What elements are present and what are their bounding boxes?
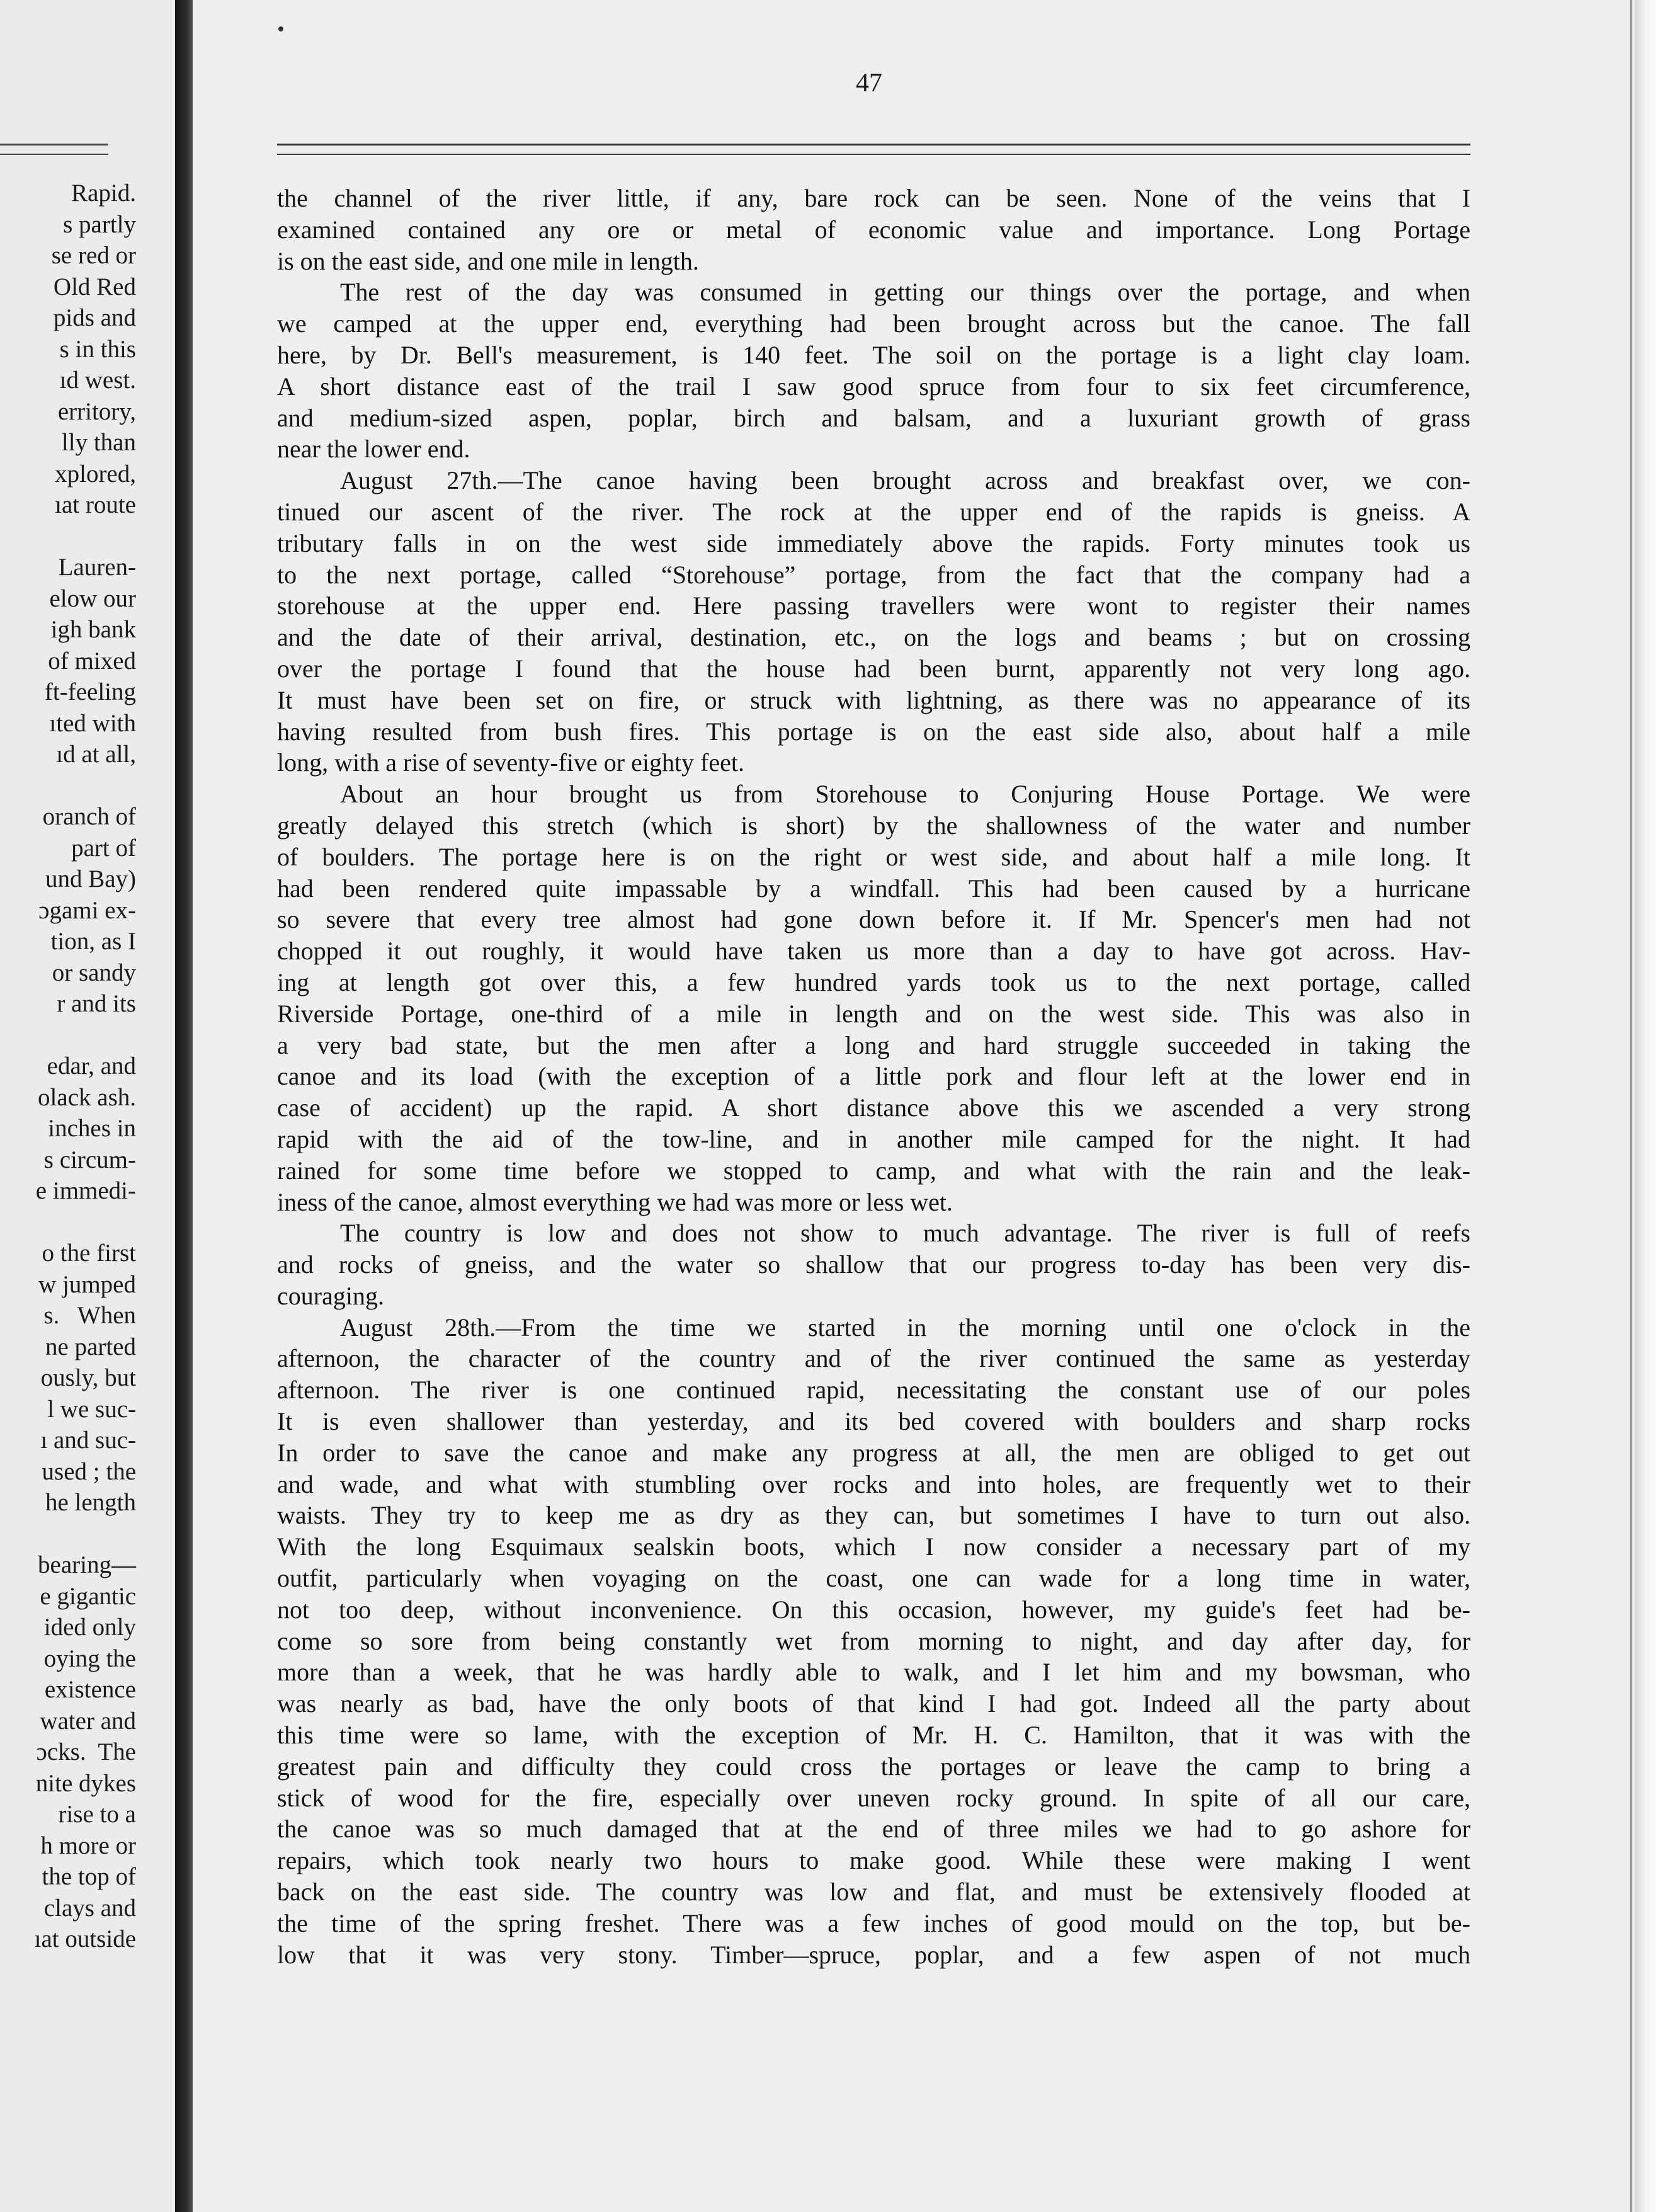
text-line: ing at length got over this, a few hundred yards took us to the next portage, called [277, 967, 1470, 996]
right-page-edge [1635, 0, 1660, 2212]
left-page-line: igh bank [50, 616, 136, 643]
left-page-line: nite dykes [35, 1769, 136, 1797]
text-line: a very bad state, but the men after a long and hard struggle succeeded in taking the [277, 1030, 1470, 1059]
text-line: had been rendered quite impassable by a windfall. This had been caused by a hurricane [277, 874, 1470, 903]
text-line: over the portage I found that the house had been burnt, apparently not very long ago. [277, 654, 1470, 683]
text-line: near the lower end. [277, 435, 470, 464]
text-line: The rest of the day was consumed in getting our things over the portage, and when [340, 278, 1470, 307]
left-page-line: se red or [51, 242, 136, 269]
text-line: afternoon. The river is one continued rapid, necessitating the constant use of our poles [277, 1376, 1470, 1405]
text-line: With the long Esquimaux sealskin boots, which I now consider a necessary part of my [277, 1532, 1470, 1561]
text-line: the channel of the river little, if any, bare rock can be seen. None of the veins that I [277, 184, 1470, 212]
left-page-line: ɔcks. The [36, 1738, 136, 1765]
text-line: About an hour brought us from Storehouse to Conjuring House Portage. We were [340, 780, 1470, 809]
left-page-line: s partly [63, 210, 136, 238]
text-line: In order to save the canoe and make any progress at all, the men are obliged to get out [277, 1438, 1470, 1467]
left-page-line: ıd west. [59, 367, 136, 394]
body-text [277, 183, 1470, 1970]
text-line: and rocks of gneiss, and the water so shallow that our progress to-day has been very dis- [277, 1250, 1470, 1279]
left-page-line [35, 521, 136, 552]
text-line: greatest pain and difficulty they could cross the portages or leave the camp to bring a [277, 1752, 1470, 1781]
left-page-line: inches in [48, 1115, 136, 1142]
header-rule [277, 144, 1470, 145]
left-page-line: l we suc- [47, 1395, 136, 1423]
text-line: The country is low and does not show to much advantage. The river is full of reefs [340, 1219, 1470, 1248]
left-page-line: ne parted [45, 1333, 136, 1360]
left-page-line: s circum- [43, 1146, 136, 1173]
left-page-line: erritory, [57, 397, 136, 425]
text-line: waists. They try to keep me as dry as they can, but sometimes I have to turn out also. [277, 1501, 1470, 1530]
text-line: storehouse at the upper end. Here passing travellers were wont to register their names [277, 591, 1470, 620]
left-page-line: existence [44, 1676, 136, 1703]
left-page-line [35, 1519, 136, 1550]
text-line: rained for some time before we stopped to camp, and what with the rain and the leak- [277, 1156, 1470, 1185]
left-page-line: edar, and [47, 1052, 136, 1080]
text-line: so severe that every tree almost had gone down before it. If Mr. Spencer's men had not [277, 905, 1470, 934]
left-page-line: Lauren- [58, 554, 136, 581]
text-line: outfit, particularly when voyaging on the coast, one can wade for a long time in water, [277, 1564, 1470, 1593]
left-page-line: oying the [43, 1645, 136, 1672]
text-line: tinued our ascent of the river. The rock at the upper end of the rapids is gneiss. A [277, 497, 1470, 526]
left-page-line: ıd at all, [56, 741, 136, 768]
left-page-line: tion, as I [50, 928, 136, 955]
text-line: more than a week, that he was hardly able to walk, and I let him and my bowsman, who [277, 1658, 1470, 1687]
text-line: examined contained any ore or metal of economic value and importance. Long Portage [277, 215, 1470, 244]
text-line: rapid with the aid of the tow-line, and in another mile camped for the night. It had [277, 1124, 1470, 1153]
text-line: not too deep, without inconvenience. On this occasion, however, my guide's feet had be- [277, 1595, 1470, 1624]
text-line: the time of the spring freshet. There was a few inches of good mould on the top, but be- [277, 1908, 1470, 1937]
text-line: of boulders. The portage here is on the right or west side, and about half a mile long. It [277, 842, 1470, 871]
text-line: iness of the canoe, almost everything we had was more or less wet. [277, 1187, 953, 1216]
left-page-line: ɔgami ex- [38, 896, 136, 924]
left-page-line: or sandy [52, 959, 136, 986]
left-page-line: e immedi- [35, 1177, 136, 1204]
left-page-line: h more or [40, 1832, 136, 1859]
left-page-line: ıat route [55, 491, 136, 518]
left-page-line: pids and [53, 304, 136, 331]
left-page-line: the top of [42, 1863, 136, 1890]
left-page-line: ıat outside [34, 1925, 136, 1953]
left-page-line: elow our [49, 584, 136, 612]
left-page-line: clays and [43, 1894, 136, 1922]
text-line: long, with a rise of seventy-five or eighty feet. [277, 748, 744, 777]
text-line: A short distance east of the trail I saw good spruce from four to six feet circumference, [277, 372, 1470, 401]
left-page-line: und Bay) [45, 865, 136, 892]
left-page-line: water and [40, 1707, 136, 1735]
text-line: greatly delayed this stretch (which is short) by the shallowness of the water and number [277, 811, 1470, 840]
left-page-line: ft-feeling [44, 678, 136, 705]
left-page-line [35, 1207, 136, 1238]
left-page-line: bearing— [38, 1551, 136, 1578]
header-rule [277, 154, 1470, 155]
text-line: and wade, and what with stumbling over rocks and into holes, are frequently wet to their [277, 1469, 1470, 1498]
text-line: It must have been set on fire, or struck with lightning, as there was no appearance of its [277, 685, 1470, 714]
left-page-line: r and its [57, 990, 136, 1017]
book-gutter [175, 0, 194, 2212]
left-page-line: s. When [43, 1302, 136, 1329]
text-line: back on the east side. The country was low and flat, and must be extensively flooded at [277, 1878, 1470, 1907]
text-line: Riverside Portage, one-third of a mile in length and on the west side. This was also in [277, 999, 1470, 1028]
left-page-line: of mixed [48, 647, 136, 675]
left-page-line: xplored, [55, 460, 136, 487]
left-page-line: lly than [61, 429, 136, 456]
text-line: come so sore from being constantly wet from morning to night, and day after day, for [277, 1626, 1470, 1655]
text-line: we camped at the upper end, everything had been brought across but the canoe. The fall [277, 309, 1470, 338]
text-line: and medium-sized aspen, poplar, birch and balsam, and a luxuriant growth of grass [277, 403, 1470, 432]
left-page-line: ıted with [49, 709, 136, 737]
text-line: having resulted from bush fires. This portage is on the east side also, about half a mile [277, 717, 1470, 746]
text-line: chopped it out roughly, it would have taken us more than a day to have got across. Hav- [277, 937, 1470, 966]
text-line: to the next portage, called “Storehouse” portage, from the fact that the company had a [277, 560, 1470, 589]
text-line: It is even shallower than yesterday, and its bed covered with boulders and sharp rocks [277, 1407, 1470, 1436]
left-page-line: s in this [59, 335, 136, 363]
text-line: repairs, which took nearly two hours to make good. While these were making I went [277, 1846, 1470, 1875]
left-page-line: ided only [43, 1614, 136, 1641]
text-line: stick of wood for the fire, especially over uneven rocky ground. In spite of all our care, [277, 1783, 1470, 1812]
left-page-line: he length [45, 1489, 136, 1516]
left-page-line: used ; the [42, 1457, 136, 1485]
left-page-line: olack ash. [38, 1083, 136, 1111]
left-page-line: part of [71, 834, 136, 862]
text-line: and the date of their arrival, destination, etc., on the logs and beams ; but on crossing [277, 623, 1470, 652]
text-line: is on the east side, and one mile in length. [277, 246, 699, 275]
page-edge-line [1630, 0, 1632, 2212]
text-line: low that it was very stony. Timber—spruce, poplar, and a few aspen of not much [277, 1940, 1470, 1969]
text-line: August 28th.—From the time we started in the morning until one o'clock in the [340, 1313, 1470, 1342]
text-line: here, by Dr. Bell's measurement, is 140 feet. The soil on the portage is a light clay loam. [277, 340, 1470, 369]
left-page-line [35, 1020, 136, 1051]
text-line: was nearly as bad, have the only boots of that kind I had got. Indeed all the party about [277, 1689, 1470, 1718]
print-speck [278, 26, 283, 31]
left-page-line: oranch of [42, 803, 136, 830]
left-page-rule [0, 144, 108, 145]
text-line: canoe and its load (with the exception of a little pork and flour left at the lower end in [277, 1062, 1470, 1091]
left-page-line: o the first [42, 1240, 136, 1267]
left-page-text-fragments [35, 178, 136, 1955]
text-line: August 27th.—The canoe having been brought across and breakfast over, we con- [340, 466, 1470, 495]
text-line: case of accident) up the rapid. A short distance above this we ascended a very strong [277, 1093, 1470, 1122]
text-line: tributary falls in on the west side immediately above the rapids. Forty minutes took us [277, 528, 1470, 557]
left-page-line: Old Red [53, 273, 136, 300]
text-line: couraging. [277, 1281, 384, 1310]
left-page-rule [0, 154, 108, 155]
text-line: afternoon, the character of the country and of the river continued the same as yesterday [277, 1344, 1470, 1373]
page-number: 47 [856, 69, 882, 98]
left-page-line: rise to a [58, 1801, 136, 1828]
left-page-line: ously, but [40, 1364, 136, 1391]
left-page-line: Rapid. [71, 180, 136, 207]
left-facing-page [0, 0, 175, 2212]
text-line: the canoe was so much damaged that at the end of three miles we had to go ashore for [277, 1815, 1470, 1844]
left-page-line: ı and suc- [40, 1427, 136, 1454]
left-page-line: w jumped [38, 1270, 136, 1298]
left-page-line: e gigantic [40, 1582, 136, 1610]
text-line: this time were so lame, with the exception of Mr. H. C. Hamilton, that it was with the [277, 1721, 1470, 1750]
left-page-line [35, 770, 136, 802]
